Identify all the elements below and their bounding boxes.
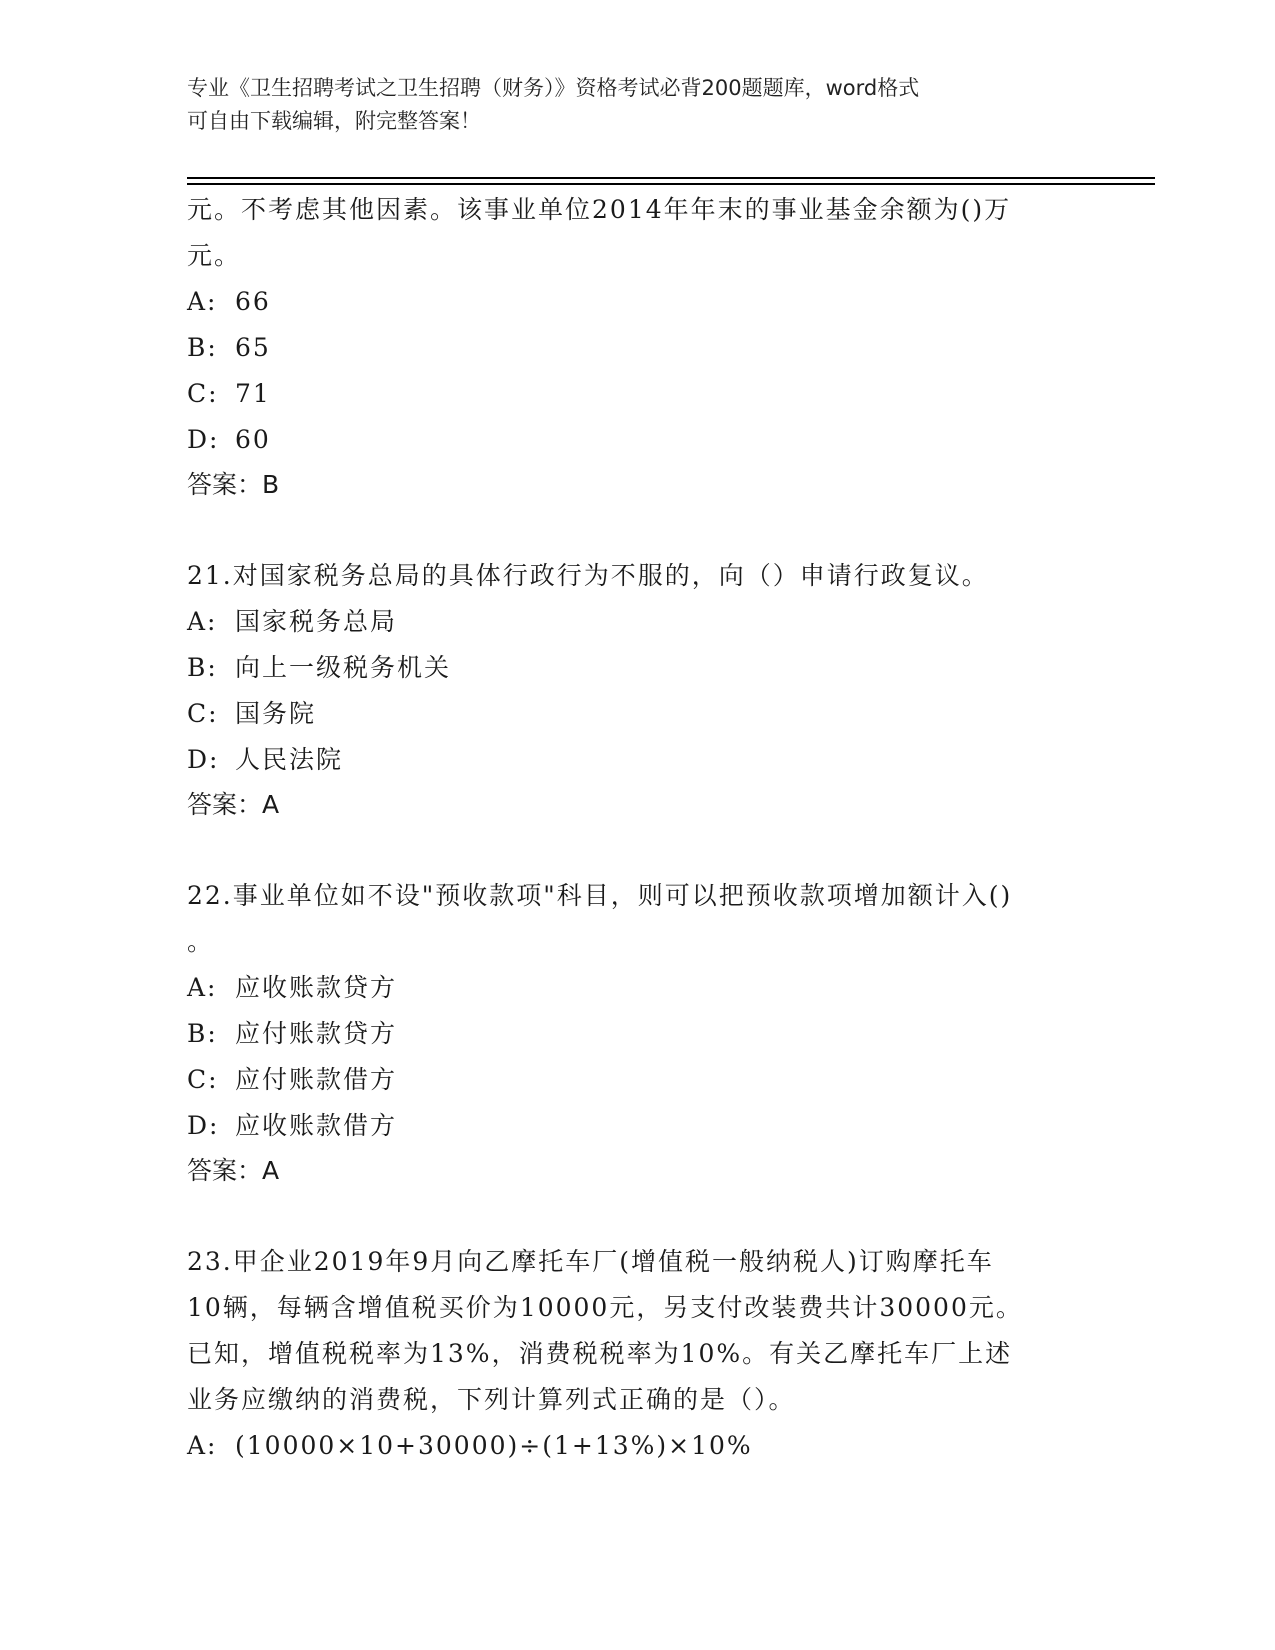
option-label: A: [187,973,218,1002]
header-divider-bottom [187,183,1155,185]
spacer [187,827,1087,873]
option-c [187,1057,1087,1103]
option-a [187,965,1087,1011]
option-b [187,1011,1087,1057]
option-a [187,1423,1087,1469]
option-text: 60 [235,425,271,454]
question-stem: 已知，增值税税率为13%，消费税税率为10%。有关乙摩托车厂上述 [187,1339,1013,1368]
spacer [187,1193,1087,1239]
option-text: (10000×10+30000)÷(1+13%)×10% [235,1431,753,1460]
option-text: 应付账款贷方 [235,1019,398,1048]
question-stem: 。 [187,927,215,956]
option-d [187,1103,1087,1149]
option-label: D: [187,1111,220,1140]
option-text: 国家税务总局 [235,607,398,636]
question-list [187,187,1087,1469]
option-b [187,325,1087,371]
option-label: C: [187,699,219,728]
option-text: 应收账款贷方 [235,973,398,1002]
question-stem: 21.对国家税务总局的具体行政行为不服的，向（）申请行政复议。 [187,561,989,590]
question-stem: 元。不考虑其他因素。该事业单位2014年年末的事业基金余额为()万 [187,195,1012,224]
header-title-line-2: 可自由下载编辑，附完整答案！ [187,109,481,133]
header-title-line-1: 专业《卫生招聘考试之卫生招聘（财务）》资格考试必背200题题库，word格式 [187,76,920,100]
answer-line: 答案：A [187,1156,280,1185]
question-stem: 23.甲企业2019年9月向乙摩托车厂(增值税一般纳税人)订购摩托车 [187,1247,994,1276]
option-text: 向上一级税务机关 [235,653,452,682]
option-text: 65 [235,333,271,362]
spacer [187,507,1087,553]
option-a [187,599,1087,645]
option-label: B: [187,1019,218,1048]
option-label: B: [187,333,218,362]
option-text: 人民法院 [235,745,344,774]
question-stem: 业务应缴纳的消费税，下列计算列式正确的是（）。 [187,1385,796,1414]
option-label: A: [187,1431,218,1460]
option-text: 71 [235,379,271,408]
option-text: 国务院 [235,699,317,728]
option-label: D: [187,425,220,454]
answer-line: 答案：A [187,790,280,819]
option-label: C: [187,379,219,408]
option-label: A: [187,287,218,316]
header-divider-top [187,177,1155,179]
question-block [187,187,1087,507]
document-header [187,72,1087,138]
option-label: B: [187,653,218,682]
answer-line: 答案：B [187,470,280,499]
option-c [187,371,1087,417]
option-label: D: [187,745,220,774]
option-c [187,691,1087,737]
question-stem: 10辆，每辆含增值税买价为10000元，另支付改装费共计30000元。 [187,1293,1023,1322]
question-stem: 元。 [187,241,242,270]
option-text: 应收账款借方 [235,1111,398,1140]
question-block [187,873,1087,1193]
question-stem: 22.事业单位如不设"预收款项"科目，则可以把预收款项增加额计入() [187,881,1013,910]
option-label: C: [187,1065,219,1094]
option-a [187,279,1087,325]
question-block [187,1239,1087,1469]
option-text: 应付账款借方 [235,1065,398,1094]
option-b [187,645,1087,691]
question-block [187,553,1087,827]
option-d [187,737,1087,783]
option-label: A: [187,607,218,636]
option-d [187,417,1087,463]
option-text: 66 [235,287,271,316]
